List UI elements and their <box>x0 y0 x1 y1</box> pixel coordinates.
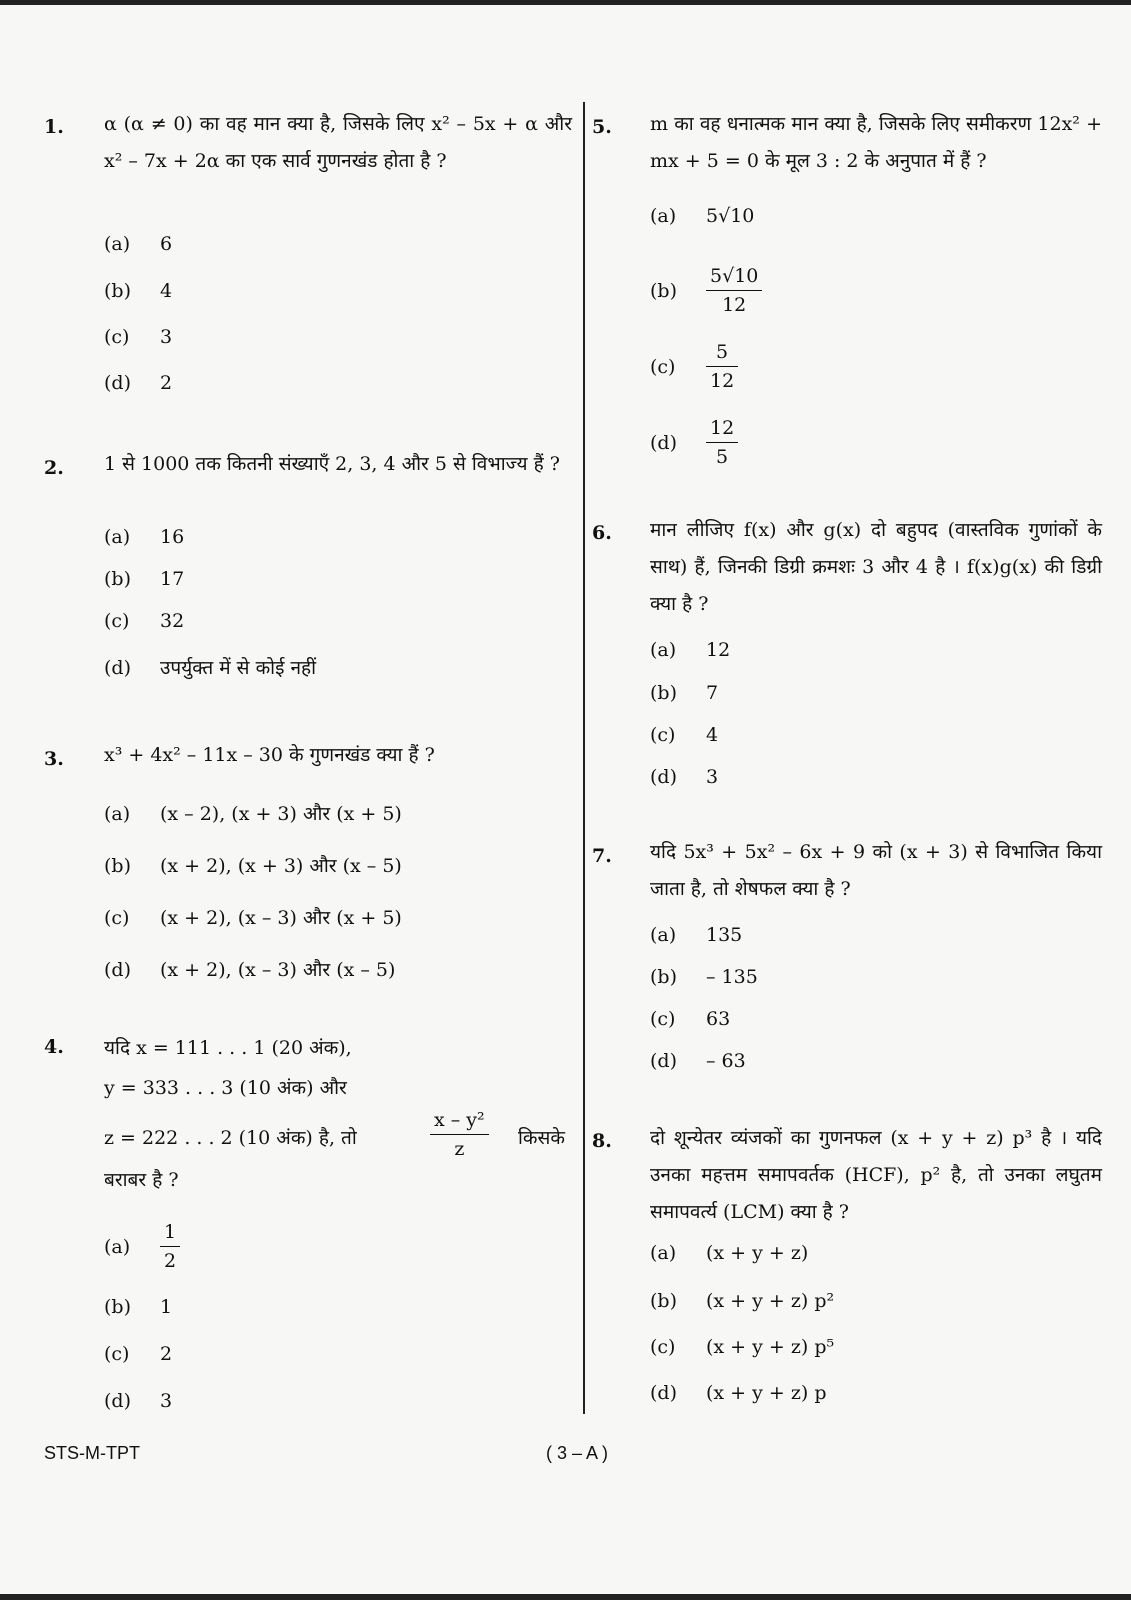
question-text: यदि 5x³ + 5x² – 6x + 9 को (x + 3) से विभाजित किया जाता है, तो शेषफल क्या है ? <box>650 841 1102 900</box>
booklet-code: STS-M-TPT <box>44 1443 140 1463</box>
option: (a) 6 <box>104 233 173 255</box>
option: (d) $\frac{12}{5}$ <box>650 414 738 471</box>
option: (c) 63 <box>650 1008 731 1030</box>
question-number: 6. <box>592 522 612 544</box>
option: (b) 4 <box>104 280 173 302</box>
option: (c) 3 <box>104 326 173 348</box>
question-number: 5. <box>592 116 612 138</box>
option: (a) 5√10 <box>650 205 755 227</box>
question-number: 7. <box>592 845 612 867</box>
option: (c) (x + 2), (x – 3) और (x + 5) <box>104 907 402 929</box>
page-number: ( 3 – A ) <box>546 1443 609 1463</box>
question-text-line: y = 333 . . . 3 (10 अंक) और <box>104 1077 347 1099</box>
option: (b) 7 <box>650 682 719 704</box>
question-number: 4. <box>44 1036 64 1058</box>
option: (b) 1 <box>104 1296 173 1318</box>
option: (a) 12 <box>650 639 731 661</box>
top-border <box>0 0 1131 5</box>
option: (a) 16 <box>104 526 185 548</box>
option: (a) 135 <box>650 924 743 946</box>
option: (d) 2 <box>104 372 173 394</box>
option: (c) $\frac{5}{12}$ <box>650 338 738 395</box>
option: (b) (x + y + z) p² <box>650 1290 835 1312</box>
option: (d) उपर्युक्त में से कोई नहीं <box>104 657 316 679</box>
question-text-line: किसके <box>518 1127 565 1149</box>
option: (d) – 63 <box>650 1050 746 1072</box>
question-number: 1. <box>44 116 64 138</box>
option: (b) $\frac{5√10}{12}$ <box>650 262 762 319</box>
question-text-line: z = 222 . . . 2 (10 अंक) है, तो <box>104 1127 357 1149</box>
option: (c) 4 <box>650 724 719 746</box>
question-text: m का वह धनात्मक मान क्या है, जिसके लिए समीकरण 12x² + mx + 5 = 0 के मूल 3 : 2 के अनुपात में हैं ? <box>650 113 1102 172</box>
fraction: $\frac{\text{x – y²}}{z}$ <box>430 1106 489 1163</box>
bottom-border <box>0 1594 1131 1600</box>
question-text-line: यदि x = 111 . . . 1 (20 अंक), <box>104 1037 352 1059</box>
option: (c) (x + y + z) p⁵ <box>650 1336 835 1358</box>
option: (d) (x + 2), (x – 3) और (x – 5) <box>104 959 396 981</box>
option: (a) (x + y + z) <box>650 1242 809 1264</box>
option: (a) (x – 2), (x + 3) और (x + 5) <box>104 803 402 825</box>
option: (c) 32 <box>104 610 185 632</box>
column-divider <box>583 102 585 1414</box>
option: (b) 17 <box>104 568 185 590</box>
question-text: मान लीजिए f(x) और g(x) दो बहुपद (वास्तविक गुणांकों के साथ) हैं, जिनकी डिग्री क्रमशः 3 और 4 है । f(x)g(x) की डिग्री क्या है ? <box>650 519 1102 615</box>
question-text: α (α ≠ 0) का वह मान क्या है, जिसके लिए x² – 5x + α और x² – 7x + 2α का एक सार्व गुणनखंड होता है ? <box>104 113 572 172</box>
question-text-line: बराबर है ? <box>104 1169 179 1191</box>
option: (b) – 135 <box>650 966 758 988</box>
option: (a) $\frac{1}{2}$ <box>104 1218 180 1275</box>
question-text: x³ + 4x² – 11x – 30 के गुणनखंड क्या हैं ? <box>104 744 435 766</box>
option: (b) (x + 2), (x + 3) और (x – 5) <box>104 855 402 877</box>
question-text: दो शून्येतर व्यंजकों का गुणनफल (x + y + z) p³ है । यदि उनका महत्तम समापवर्तक (HCF), p² है, तो उनका लघुतम समापवर्त्य (LCM) क्या है ? <box>650 1127 1102 1223</box>
option: (c) 2 <box>104 1343 173 1365</box>
option: (d) (x + y + z) p <box>650 1382 827 1404</box>
question-text: 1 से 1000 तक कितनी संख्याएँ 2, 3, 4 और 5 से विभाज्य हैं ? <box>104 453 560 475</box>
option: (d) 3 <box>650 766 719 788</box>
question-number: 8. <box>592 1130 612 1152</box>
question-number: 3. <box>44 748 64 770</box>
question-number: 2. <box>44 457 64 479</box>
option: (d) 3 <box>104 1390 173 1412</box>
